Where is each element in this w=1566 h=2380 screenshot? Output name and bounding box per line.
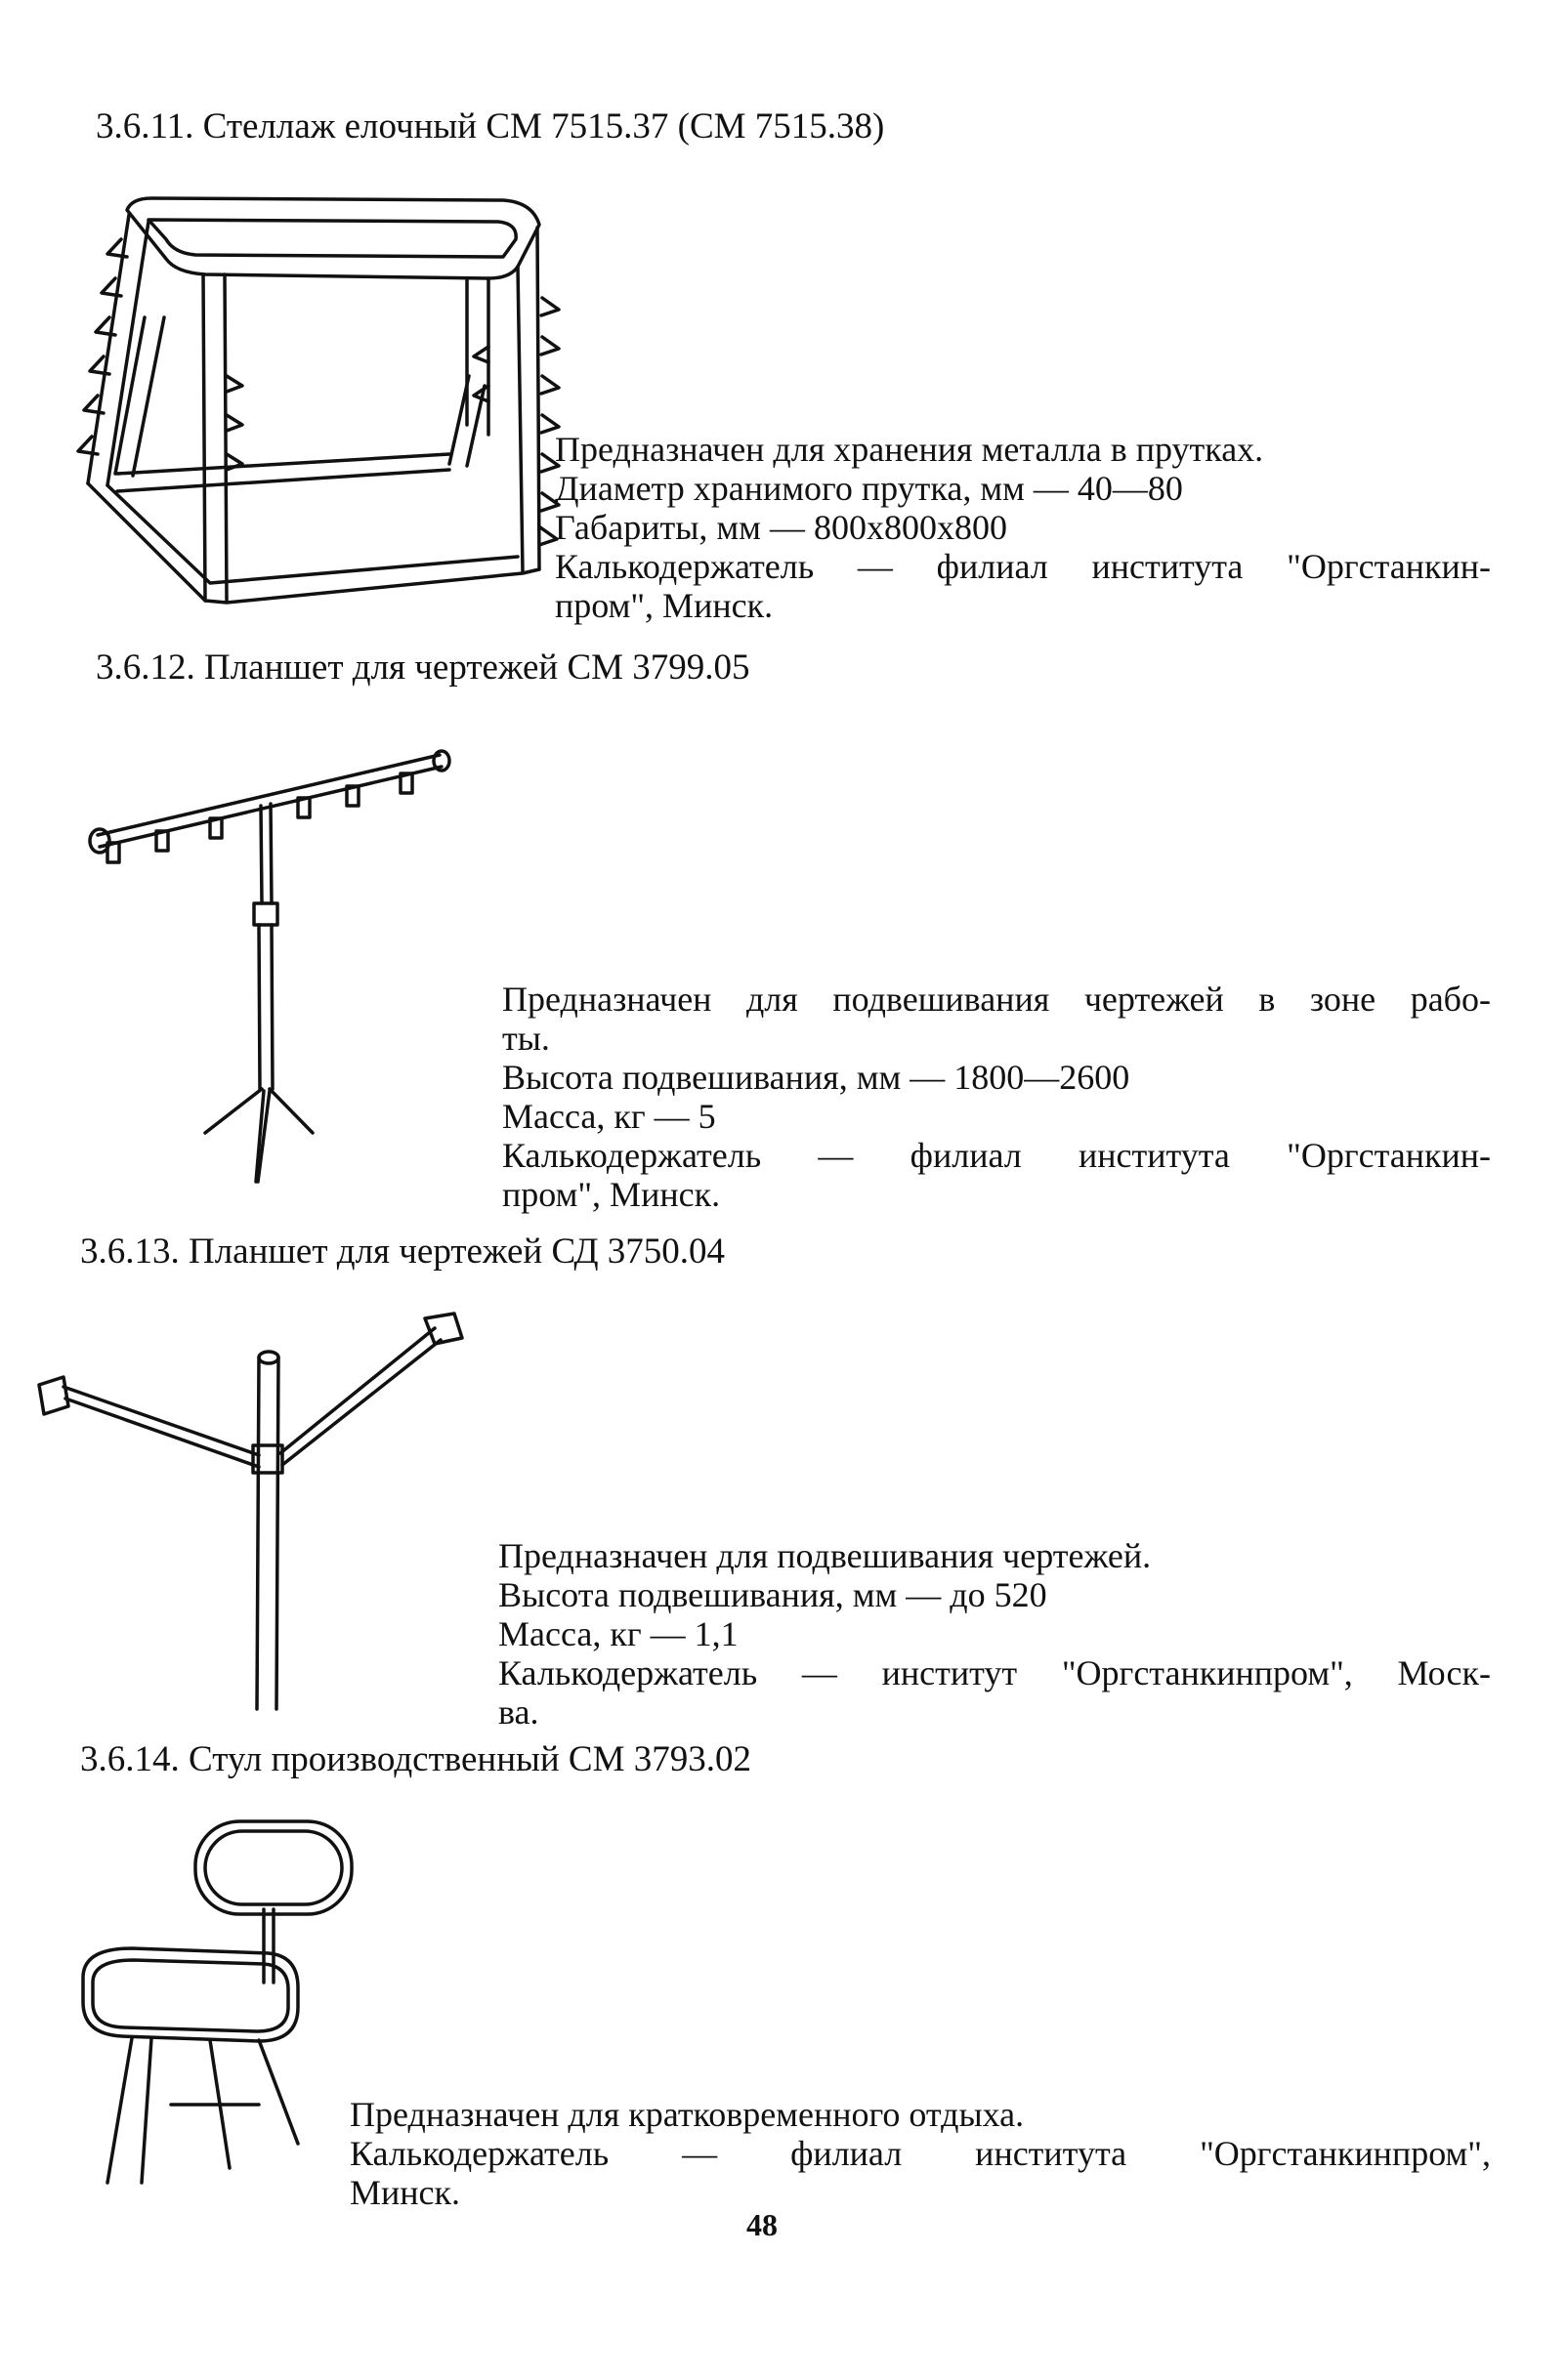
section-heading-3-6-13: 3.6.13. Планшет для чертежей СД 3750.04	[80, 1232, 726, 1272]
description-line: Диаметр хранимого прутка, мм — 40—80	[555, 469, 1183, 508]
description-line: Минск.	[350, 2173, 461, 2212]
description-line: ты.	[502, 1019, 550, 1058]
description-line: Калькодержатель — филиал института "Оргстанкинпром",	[350, 2134, 1491, 2173]
chair-drawing	[63, 1812, 376, 2192]
section-description-3-6-11	[555, 430, 1491, 625]
description-line: Предназначен для подвешивания чертежей в зоне рабо-	[502, 980, 1491, 1019]
section-description-3-6-13	[498, 1536, 1491, 1732]
section-heading-3-6-11: 3.6.11. Стеллаж елочный СМ 7515.37 (СМ 7515.38)	[96, 106, 885, 146]
description-line: Габариты, мм — 800х800х800	[555, 508, 1007, 547]
description-line: пром", Минск.	[555, 586, 774, 625]
description-line: Предназначен для кратковременного отдыха.	[350, 2095, 1025, 2134]
section-description-3-6-12	[502, 980, 1491, 1214]
description-line: Высота подвешивания, мм — до 520	[498, 1575, 1047, 1614]
description-line: Масса, кг — 5	[502, 1097, 716, 1136]
page-number: 48	[746, 2207, 778, 2242]
tripod-stand-drawing	[24, 1299, 474, 1709]
drawing-stand-drawing	[78, 737, 469, 1206]
section-heading-3-6-12: 3.6.12. Планшет для чертежей СМ 3799.05	[96, 647, 750, 688]
description-line: Калькодержатель — институт "Оргстанкинпром", Моск-	[498, 1653, 1491, 1692]
section-description-3-6-14	[350, 2095, 1491, 2212]
description-line: ва.	[498, 1692, 539, 1732]
description-line: Калькодержатель — филиал института "Оргстанкин-	[502, 1136, 1491, 1175]
description-line: Масса, кг — 1,1	[498, 1614, 739, 1653]
description-line: Калькодержатель — филиал института "Оргстанкин-	[555, 547, 1491, 586]
description-line: Высота подвешивания, мм — 1800—2600	[502, 1058, 1130, 1097]
description-line: Предназначен для подвешивания чертежей.	[498, 1536, 1152, 1575]
section-heading-3-6-14: 3.6.14. Стул производственный СМ 3793.02	[80, 1739, 752, 1779]
description-line: пром", Минск.	[502, 1175, 721, 1214]
description-line: Предназначен для хранения металла в прутках.	[555, 430, 1264, 469]
rack-drawing	[59, 181, 567, 630]
